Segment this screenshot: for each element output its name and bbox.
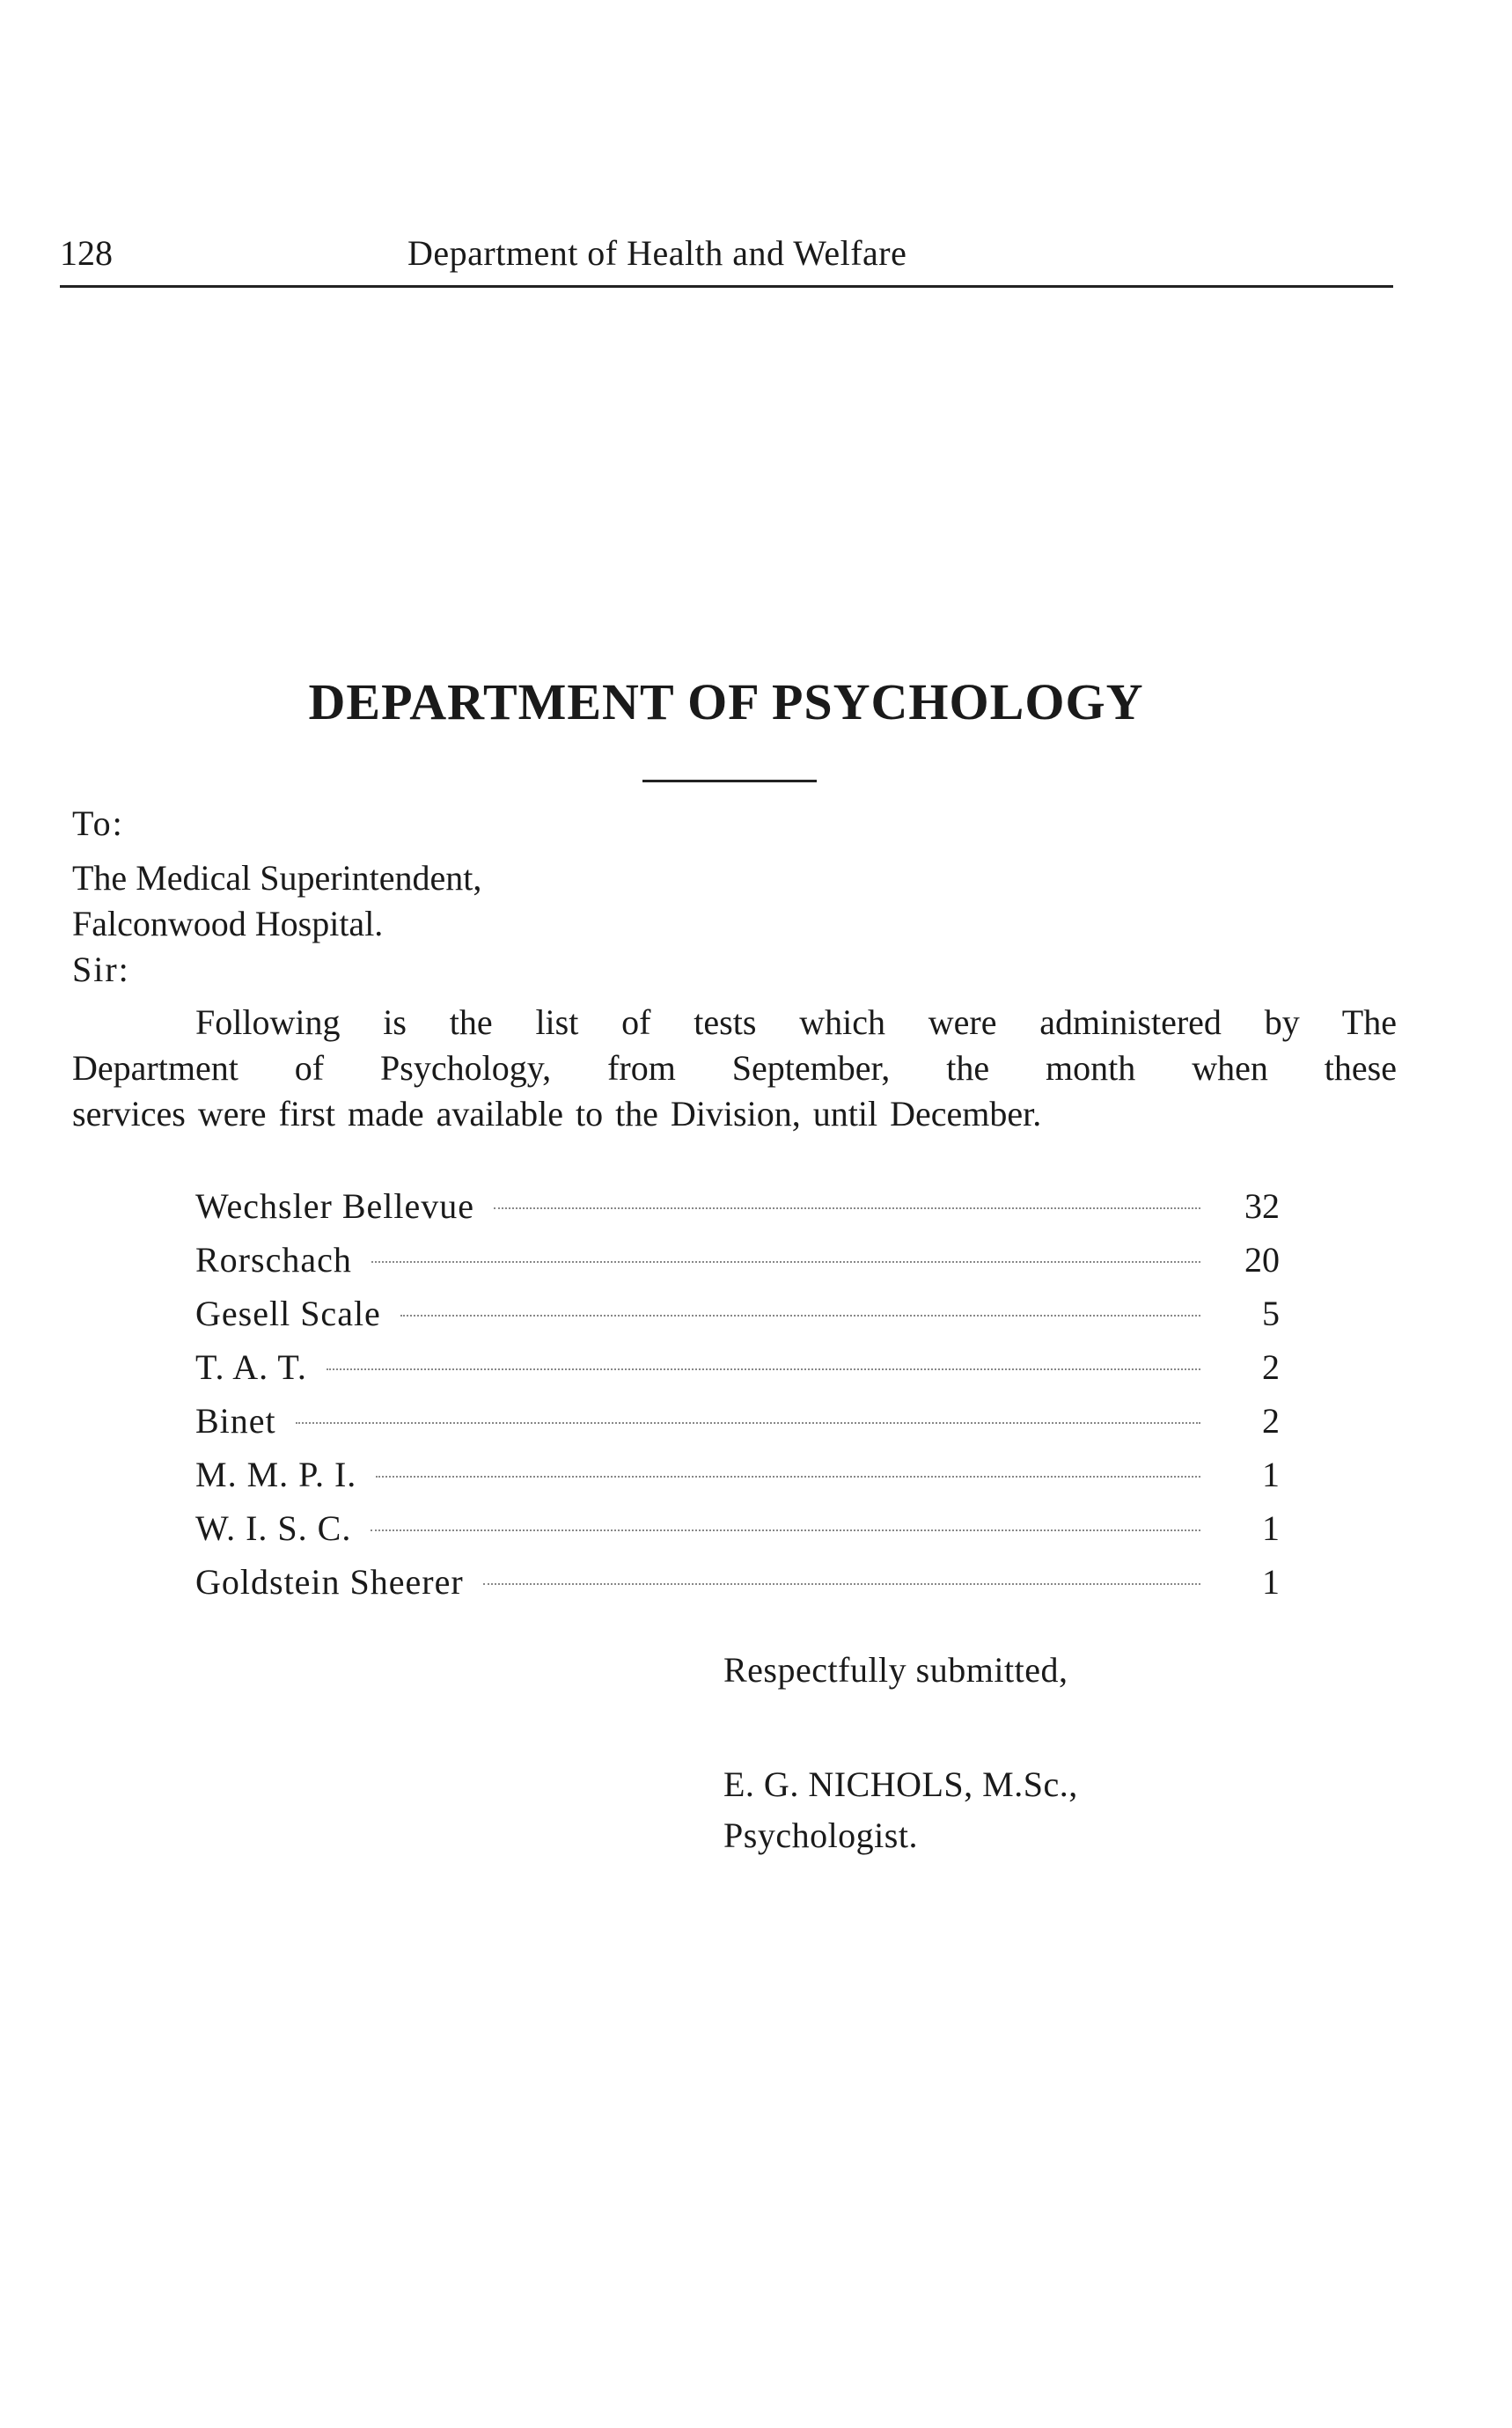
dot-leader (371, 1261, 1200, 1263)
salutation: Sir: (72, 950, 130, 989)
running-title: Department of Health and Welfare (407, 233, 907, 273)
test-count: 20 (1244, 1240, 1280, 1280)
test-row (195, 1394, 1280, 1448)
test-count: 1 (1262, 1508, 1280, 1548)
signatory-title: Psychologist. (723, 1815, 918, 1855)
tests-list (195, 1179, 1280, 1609)
page-header (60, 227, 1393, 288)
test-count: 2 (1262, 1347, 1280, 1387)
test-row (195, 1179, 1280, 1233)
test-row (195, 1555, 1280, 1609)
title-rule (642, 780, 817, 782)
section-title: DEPARTMENT OF PSYCHOLOGY (308, 673, 1144, 730)
page-number: 128 (60, 233, 113, 273)
test-name: Goldstein Sheerer (195, 1562, 464, 1602)
addressee-line-1: The Medical Superintendent, (72, 858, 482, 898)
paragraph-line: Department of Psychology, from September, the month when these (72, 1048, 1397, 1088)
addressee-line-2: Falconwood Hospital. (72, 904, 384, 943)
test-row (195, 1501, 1280, 1555)
test-name: Rorschach (195, 1240, 352, 1280)
test-name: Binet (195, 1401, 276, 1441)
test-row (195, 1233, 1280, 1287)
dot-leader (296, 1422, 1200, 1424)
body-paragraph (72, 1000, 1397, 1137)
test-count: 32 (1244, 1186, 1280, 1226)
dot-leader (327, 1368, 1200, 1370)
test-row (195, 1340, 1280, 1394)
test-name: Wechsler Bellevue (195, 1186, 474, 1226)
test-name: M. M. P. I. (195, 1455, 357, 1494)
dot-leader (494, 1207, 1200, 1209)
dot-leader (376, 1476, 1200, 1478)
test-count: 1 (1262, 1455, 1280, 1494)
test-row (195, 1448, 1280, 1501)
test-count: 2 (1262, 1401, 1280, 1441)
paragraph-line: services were first made available to the Division, until December. (72, 1094, 1042, 1133)
to-label: To: (72, 803, 124, 843)
dot-leader (371, 1529, 1200, 1531)
test-name: T. A. T. (195, 1347, 307, 1387)
signatory-name: E. G. NICHOLS, M.Sc., (723, 1764, 1078, 1804)
test-name: Gesell Scale (195, 1294, 381, 1333)
test-row (195, 1287, 1280, 1340)
test-count: 5 (1262, 1294, 1280, 1333)
test-count: 1 (1262, 1562, 1280, 1602)
dot-leader (483, 1583, 1200, 1585)
dot-leader (400, 1315, 1200, 1317)
test-name: W. I. S. C. (195, 1508, 352, 1548)
paragraph-line: Following is the list of tests which were administered by The (195, 1002, 1397, 1042)
closing-line: Respectfully submitted, (723, 1650, 1068, 1690)
